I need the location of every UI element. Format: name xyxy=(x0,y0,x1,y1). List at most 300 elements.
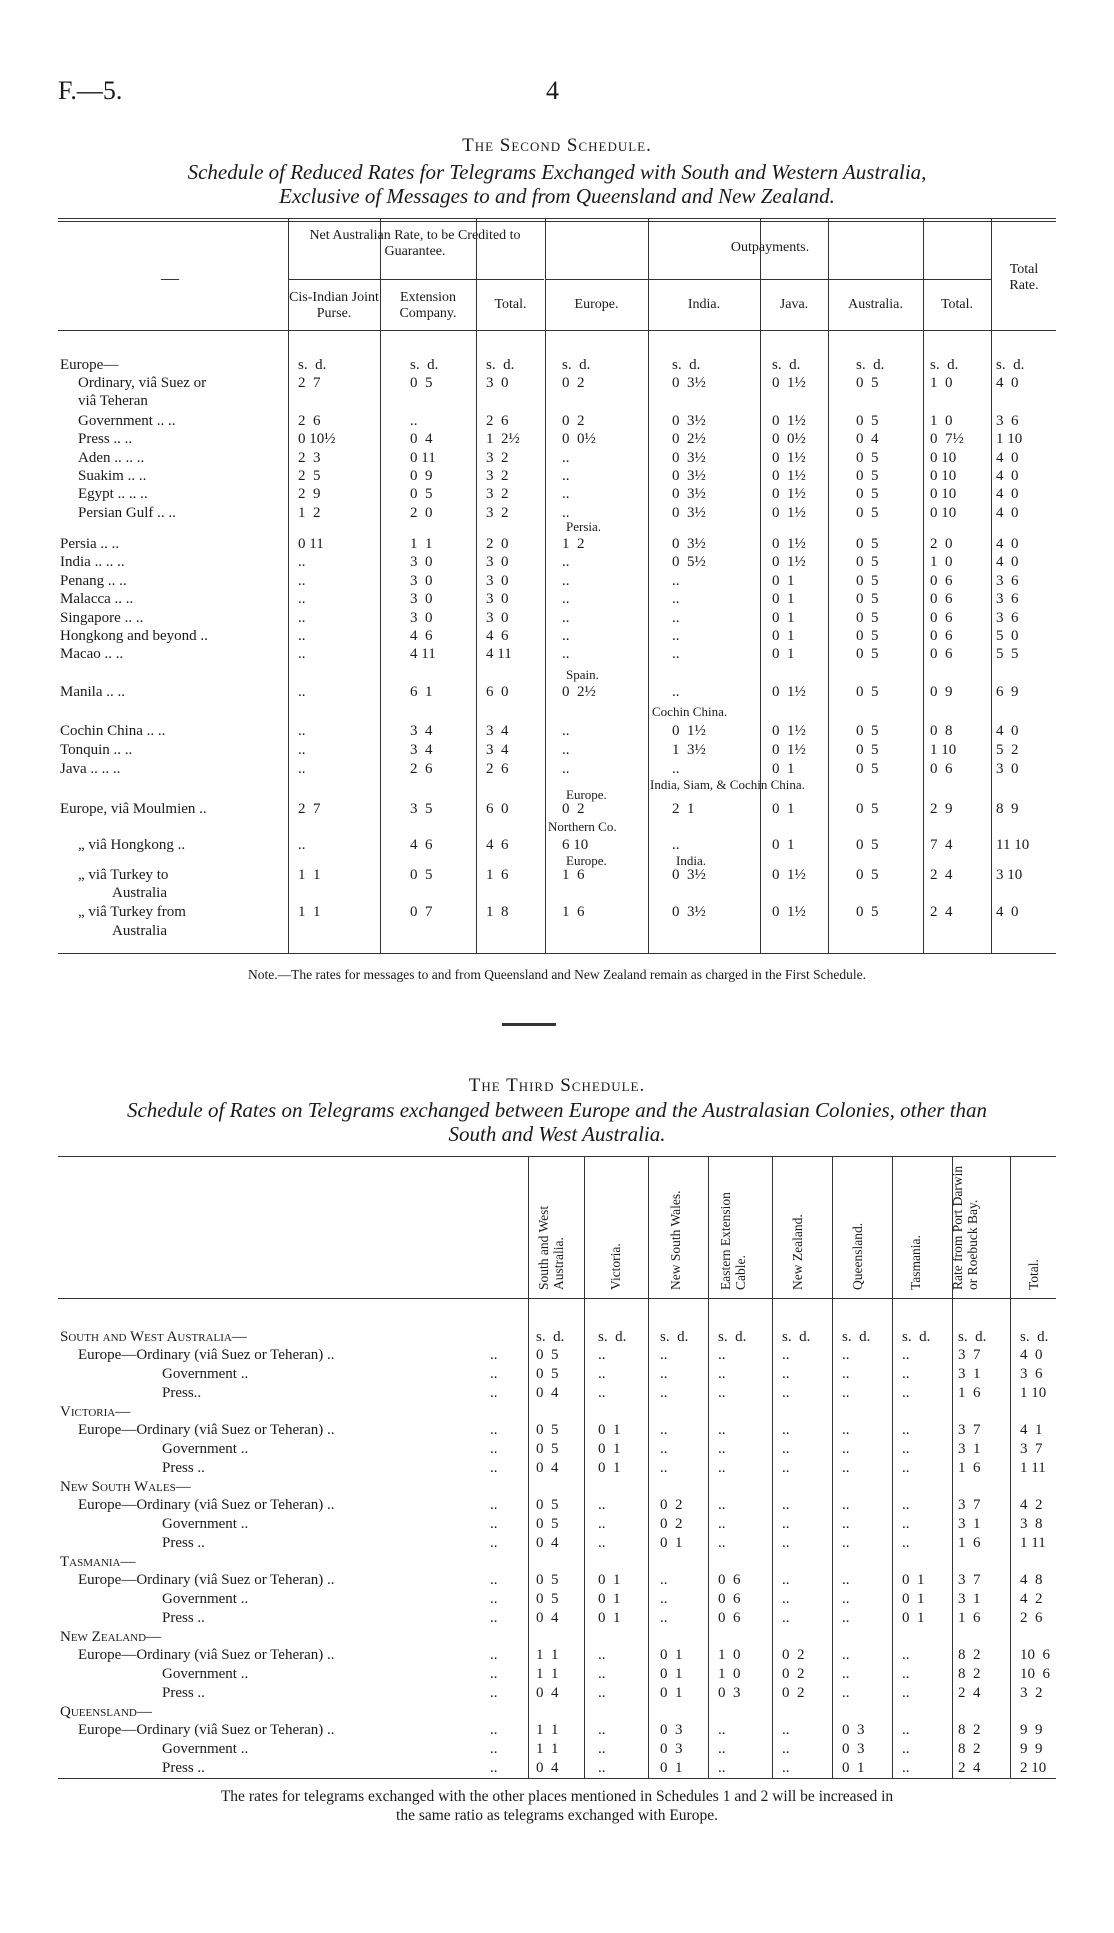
table-top-rule xyxy=(58,218,1056,219)
table-cell: s. d. xyxy=(486,357,515,373)
table-cell: .. xyxy=(298,646,306,662)
table-cell: 0 2 xyxy=(562,375,585,391)
header-bottom-rule xyxy=(58,1298,1056,1299)
table-cell: 1 11 xyxy=(1020,1535,1046,1551)
row-label: Press .. xyxy=(162,1685,205,1701)
table-cell: 2 6 xyxy=(410,761,433,777)
table-cell: 3 6 xyxy=(996,591,1019,607)
table-cell: 0 2 xyxy=(782,1666,805,1682)
table-cell: 0 1½ xyxy=(772,468,806,484)
row-label: Macao .. .. xyxy=(60,646,124,662)
table-cell: 0 3½ xyxy=(672,413,706,429)
table-cell: 3 2 xyxy=(486,450,509,466)
table-cell: 6 1 xyxy=(410,684,433,700)
table-cell: 1 6 xyxy=(958,1385,981,1401)
table-cell: 0 5 xyxy=(410,486,433,502)
table-cell: 4 0 xyxy=(996,904,1019,920)
table-cell: 0 6 xyxy=(718,1610,741,1626)
table-cell: 4 6 xyxy=(410,837,433,853)
table-cell: .. xyxy=(718,1422,726,1438)
table-cell: .. xyxy=(902,1741,910,1757)
table-cell: 0 1 xyxy=(772,628,795,644)
table-cell: 3 7 xyxy=(958,1347,981,1363)
table-cell: .. xyxy=(842,1572,850,1588)
table-cell: 0 5 xyxy=(856,554,879,570)
table-cell: 5 0 xyxy=(996,628,1019,644)
table-cell: 0 5 xyxy=(856,628,879,644)
table-cell: .. xyxy=(562,468,570,484)
table-cell: .. xyxy=(598,1666,606,1682)
table-cell: 0 5 xyxy=(856,904,879,920)
table-cell: 1 6 xyxy=(562,867,585,883)
unit-label: s. d. xyxy=(842,1329,871,1345)
table-cell: 6 0 xyxy=(486,684,509,700)
row-label: Europe—Ordinary (viâ Suez or Teheran) .. xyxy=(78,1422,335,1438)
table-cell: .. xyxy=(562,761,570,777)
table-cell: 0 1 xyxy=(842,1760,865,1776)
table-cell: 2 0 xyxy=(930,536,953,552)
table-cell: 11 10 xyxy=(996,837,1030,853)
row-label: Europe— xyxy=(60,357,119,373)
row-label: Press .. xyxy=(162,1760,205,1776)
second-schedule-title: The Second Schedule. xyxy=(462,135,652,156)
table-cell: 2 6 xyxy=(1020,1610,1043,1626)
table-cell: 0 1½ xyxy=(672,723,706,739)
table-cell: 1 1 xyxy=(536,1741,559,1757)
table-cell: 0 3½ xyxy=(672,536,706,552)
table-cell: .. xyxy=(660,1460,668,1476)
table-cell: 0 1½ xyxy=(772,742,806,758)
table-cell: 3 7 xyxy=(958,1572,981,1588)
table-cell: 5 2 xyxy=(996,742,1019,758)
table-cell: .. xyxy=(902,1647,910,1663)
table-cell: .. xyxy=(298,610,306,626)
table-cell: 0 3 xyxy=(660,1722,683,1738)
row-label: Suakim .. .. xyxy=(78,468,147,484)
row-label: India .. .. .. xyxy=(60,554,125,570)
table-cell: 0 5 xyxy=(856,867,879,883)
col-extension: Extension Company. xyxy=(399,290,457,321)
table-cell: 1 6 xyxy=(958,1460,981,1476)
table-cell: 0 10½ xyxy=(298,431,336,447)
row-leader: .. xyxy=(490,1741,498,1757)
row-leader: .. xyxy=(490,1760,498,1776)
table-cell: .. xyxy=(782,1741,790,1757)
table-cell: 0 5½ xyxy=(672,554,706,570)
table-cell: 1 1 xyxy=(298,904,321,920)
table-cell: 0 1 xyxy=(660,1666,683,1682)
table-cell: .. xyxy=(718,1347,726,1363)
table-cell: 3 1 xyxy=(958,1591,981,1607)
table-cell: .. xyxy=(902,1366,910,1382)
table-cell: 0 5 xyxy=(856,505,879,521)
column-divider xyxy=(528,1156,529,1778)
table-cell: 0 5 xyxy=(536,1516,559,1532)
row-label: Australia xyxy=(112,885,167,901)
column-divider xyxy=(380,218,381,953)
table-cell: 3 1 xyxy=(958,1516,981,1532)
table-cell: .. xyxy=(562,646,570,662)
table-cell: .. xyxy=(718,1535,726,1551)
row-label: Government .. xyxy=(162,1666,249,1682)
table-cell: 3 6 xyxy=(996,610,1019,626)
table-cell: 0 3 xyxy=(660,1741,683,1757)
table-cell: 3 2 xyxy=(486,505,509,521)
table-cell: 2 6 xyxy=(486,413,509,429)
row-label: Tonquin .. .. xyxy=(60,742,133,758)
table-cell: 4 11 xyxy=(410,646,436,662)
third-schedule-subtitle-2: South and West Australia. xyxy=(448,1122,666,1146)
table-cell: .. xyxy=(660,1422,668,1438)
table-cell: 0 5 xyxy=(856,742,879,758)
table-cell: 0 3½ xyxy=(672,468,706,484)
column-divider xyxy=(708,1156,709,1778)
table-cell: .. xyxy=(902,1516,910,1532)
table-cell: 0 1 xyxy=(660,1760,683,1776)
table-cell: 0 1 xyxy=(598,1572,621,1588)
table-cell: .. xyxy=(842,1535,850,1551)
table-cell: .. xyxy=(842,1422,850,1438)
table-cell: 0 1½ xyxy=(772,413,806,429)
table-cell: .. xyxy=(782,1760,790,1776)
table-cell: 3 0 xyxy=(410,554,433,570)
section-heading: Victoria— xyxy=(60,1404,131,1420)
table-cell: 0 6 xyxy=(930,628,953,644)
table-cell: 2 4 xyxy=(930,904,953,920)
table-cell: 1 2½ xyxy=(486,431,520,447)
row-label: Europe, viâ Moulmien .. xyxy=(60,801,207,817)
table-cell: 0 2 xyxy=(660,1497,683,1513)
table-cell: 0 3½ xyxy=(672,375,706,391)
table-cell: 0 4 xyxy=(536,1535,559,1551)
table-cell: 0 5 xyxy=(856,573,879,589)
unit-label: s. d. xyxy=(598,1329,627,1345)
table-cell: 0 5 xyxy=(536,1591,559,1607)
table-cell: .. xyxy=(782,1347,790,1363)
table-cell: .. xyxy=(660,1385,668,1401)
table-cell: .. xyxy=(842,1441,850,1457)
table-cell: 3 4 xyxy=(410,723,433,739)
table-cell: 3 0 xyxy=(410,591,433,607)
row-label: „ viâ Turkey from xyxy=(78,904,186,920)
table-cell: 4 6 xyxy=(486,837,509,853)
section-heading: New Zealand— xyxy=(60,1629,162,1645)
row-leader: .. xyxy=(490,1535,498,1551)
table-cell: 0 1½ xyxy=(772,867,806,883)
inline-note-india-siam-1: India, Siam, & Cochin China. xyxy=(650,777,805,792)
row-leader: .. xyxy=(490,1516,498,1532)
table-cell: 9 9 xyxy=(1020,1722,1043,1738)
table-cell: 3 6 xyxy=(996,573,1019,589)
table-cell: .. xyxy=(782,1422,790,1438)
row-leader: .. xyxy=(490,1572,498,1588)
table-cell: 0 1 xyxy=(772,573,795,589)
column-divider xyxy=(828,218,829,953)
unit-label: s. d. xyxy=(958,1329,987,1345)
table-cell: 1 8 xyxy=(486,904,509,920)
table-cell: .. xyxy=(782,1460,790,1476)
table-cell: 0 6 xyxy=(718,1591,741,1607)
column-divider xyxy=(476,218,477,953)
row-label: Press .. .. xyxy=(78,431,133,447)
column-divider xyxy=(288,218,289,953)
table-cell: 1 0 xyxy=(930,413,953,429)
table-cell: .. xyxy=(598,1741,606,1757)
table-cell: 0 1 xyxy=(598,1460,621,1476)
table-cell: 3 1 xyxy=(958,1366,981,1382)
table-cell: 0 6 xyxy=(930,761,953,777)
table-cell: 0 5 xyxy=(536,1441,559,1457)
table-cell: .. xyxy=(842,1647,850,1663)
column-header: Eastern Extension Cable. xyxy=(718,1192,748,1290)
table-cell: .. xyxy=(718,1366,726,1382)
col-australia: Australia. xyxy=(848,297,903,312)
table-cell: .. xyxy=(902,1535,910,1551)
row-label: Europe—Ordinary (viâ Suez or Teheran) .. xyxy=(78,1572,335,1588)
table-cell: .. xyxy=(902,1497,910,1513)
table-bottom-rule xyxy=(58,953,1056,954)
table-cell: 0 3½ xyxy=(672,486,706,502)
table-cell: .. xyxy=(598,1760,606,1776)
table-cell: .. xyxy=(562,742,570,758)
table-cell: 0 3 xyxy=(842,1722,865,1738)
table-cell: 7 4 xyxy=(930,837,953,853)
table-cell: 3 2 xyxy=(486,486,509,502)
table-cell: 1 6 xyxy=(562,904,585,920)
table-cell: 0 4 xyxy=(536,1760,559,1776)
table-cell: 0 5 xyxy=(856,486,879,502)
table-cell: 0 0½ xyxy=(562,431,596,447)
table-cell: 3 0 xyxy=(486,554,509,570)
table-cell: 3 1 xyxy=(958,1441,981,1457)
row-label: Europe—Ordinary (viâ Suez or Teheran) .. xyxy=(78,1347,335,1363)
table-cell: 0 3½ xyxy=(672,904,706,920)
second-schedule-subtitle-1: Schedule of Reduced Rates for Telegrams Exchanged with South and Western Australia, xyxy=(187,160,927,184)
table-cell: 0 5 xyxy=(856,450,879,466)
table-cell: .. xyxy=(842,1460,850,1476)
table-cell: 3 0 xyxy=(410,573,433,589)
table-cell: .. xyxy=(672,837,680,853)
table-cell: s. d. xyxy=(772,357,801,373)
row-label: Government .. .. xyxy=(78,413,176,429)
column-header: South and West Australia. xyxy=(536,1205,566,1290)
table-cell: 0 5 xyxy=(536,1572,559,1588)
row-label: Australia xyxy=(112,923,167,939)
table-cell: 0 1½ xyxy=(772,723,806,739)
header-rule xyxy=(288,279,544,280)
table-cell: 10 6 xyxy=(1020,1647,1050,1663)
table-cell: .. xyxy=(298,628,306,644)
table-cell: 0 1 xyxy=(772,801,795,817)
row-leader: .. xyxy=(490,1722,498,1738)
row-label: Hongkong and beyond .. xyxy=(60,628,208,644)
table-cell: 3 4 xyxy=(486,742,509,758)
row-label: „ viâ Hongkong .. xyxy=(78,837,186,853)
col-total-net: Total. xyxy=(494,297,527,312)
table-cell: s. d. xyxy=(298,357,327,373)
table-cell: 0 3 xyxy=(718,1685,741,1701)
table-cell: .. xyxy=(782,1610,790,1626)
table-cell: 0 9 xyxy=(410,468,433,484)
table-cell: .. xyxy=(842,1366,850,1382)
table-cell: 3 4 xyxy=(486,723,509,739)
table-cell: 1 1 xyxy=(298,867,321,883)
row-leader: .. xyxy=(490,1422,498,1438)
table-cell: .. xyxy=(782,1722,790,1738)
column-divider xyxy=(648,1156,649,1778)
table-cell: 0 3 xyxy=(842,1741,865,1757)
table-cell: 4 6 xyxy=(486,628,509,644)
table-cell: 0 10 xyxy=(930,486,957,502)
section-heading: New South Wales— xyxy=(60,1479,191,1495)
table-cell: .. xyxy=(562,591,570,607)
table-cell: 0 7½ xyxy=(930,431,964,447)
table-cell: .. xyxy=(718,1441,726,1457)
table-cell: .. xyxy=(902,1760,910,1776)
table-cell: 0 7 xyxy=(410,904,433,920)
row-leader: .. xyxy=(490,1385,498,1401)
table-cell: 0 1 xyxy=(660,1535,683,1551)
table-cell: 2 6 xyxy=(298,413,321,429)
table-cell: .. xyxy=(598,1385,606,1401)
table-cell: 2 5 xyxy=(298,468,321,484)
third-schedule-footnote-1: The rates for telegrams exchanged with the other places mentioned in Schedules 1 and 2 will be increased in xyxy=(220,1788,894,1805)
table-cell: 8 2 xyxy=(958,1741,981,1757)
table-cell: 0 0½ xyxy=(772,431,806,447)
column-divider xyxy=(1010,1156,1011,1778)
table-cell: 1 1 xyxy=(410,536,433,552)
table-cell: .. xyxy=(672,628,680,644)
table-cell: .. xyxy=(842,1385,850,1401)
table-cell: 1 0 xyxy=(930,554,953,570)
table-cell: 4 8 xyxy=(1020,1572,1043,1588)
table-cell: 3 7 xyxy=(958,1497,981,1513)
table-cell: 0 5 xyxy=(410,867,433,883)
table-cell: .. xyxy=(562,505,570,521)
table-cell: 3 0 xyxy=(410,610,433,626)
row-label: Press.. xyxy=(162,1385,202,1401)
table-cell: 0 1½ xyxy=(772,450,806,466)
table-cell: 2 9 xyxy=(298,486,321,502)
table-cell: s. d. xyxy=(410,357,439,373)
row-leader: .. xyxy=(490,1497,498,1513)
table-top-rule xyxy=(58,1156,1056,1157)
second-schedule-note: Note.—The rates for messages to and from Queensland and New Zealand remain as charged in the First Schedule. xyxy=(248,967,866,982)
table-cell: 0 1 xyxy=(772,761,795,777)
row-label: Government .. xyxy=(162,1366,249,1382)
inline-note-europe-1: Europe. xyxy=(566,787,607,802)
table-cell: 4 0 xyxy=(996,505,1019,521)
table-cell: 0 5 xyxy=(856,591,879,607)
table-cell: .. xyxy=(782,1366,790,1382)
table-cell: 4 0 xyxy=(996,536,1019,552)
table-cell: 3 0 xyxy=(486,573,509,589)
table-cell: 9 9 xyxy=(1020,1741,1043,1757)
table-cell: .. xyxy=(782,1385,790,1401)
table-cell: .. xyxy=(902,1460,910,1476)
row-leader: .. xyxy=(490,1347,498,1363)
table-cell: 0 5 xyxy=(856,723,879,739)
table-cell: .. xyxy=(672,684,680,700)
row-label: Aden .. .. .. xyxy=(78,450,145,466)
table-cell: 10 6 xyxy=(1020,1666,1050,1682)
row-leader: .. xyxy=(490,1460,498,1476)
table-cell: 0 2 xyxy=(660,1516,683,1532)
table-cell: 3 6 xyxy=(1020,1366,1043,1382)
table-cell: 8 2 xyxy=(958,1666,981,1682)
table-cell: 3 2 xyxy=(486,468,509,484)
table-cell: .. xyxy=(782,1497,790,1513)
column-header: New South Wales. xyxy=(668,1190,683,1290)
table-cell: 1 1 xyxy=(536,1647,559,1663)
stub-header: — xyxy=(161,268,179,288)
table-cell: .. xyxy=(562,628,570,644)
table-cell: 0 6 xyxy=(930,646,953,662)
table-cell: 0 1 xyxy=(598,1422,621,1438)
column-divider xyxy=(991,218,992,953)
table-cell: 2 0 xyxy=(486,536,509,552)
row-label: Europe—Ordinary (viâ Suez or Teheran) .. xyxy=(78,1722,335,1738)
table-cell: 2 4 xyxy=(958,1685,981,1701)
table-cell: 5 5 xyxy=(996,646,1019,662)
row-label: Press .. xyxy=(162,1535,205,1551)
table-cell: .. xyxy=(562,450,570,466)
table-cell: 4 6 xyxy=(410,628,433,644)
table-cell: .. xyxy=(782,1535,790,1551)
table-cell: .. xyxy=(660,1366,668,1382)
table-cell: .. xyxy=(562,573,570,589)
table-cell: .. xyxy=(902,1441,910,1457)
table-cell: 0 1 xyxy=(772,646,795,662)
table-cell: 0 4 xyxy=(536,1385,559,1401)
table-cell: .. xyxy=(718,1460,726,1476)
table-cell: 0 1 xyxy=(598,1441,621,1457)
table-cell: 2 4 xyxy=(930,867,953,883)
table-cell: .. xyxy=(298,742,306,758)
table-cell: .. xyxy=(842,1666,850,1682)
table-cell: 2 4 xyxy=(958,1760,981,1776)
column-divider xyxy=(545,218,546,953)
table-cell: 0 1½ xyxy=(772,684,806,700)
table-cell: .. xyxy=(298,573,306,589)
table-cell: s. d. xyxy=(930,357,959,373)
table-cell: 0 1½ xyxy=(772,375,806,391)
table-cell: 0 5 xyxy=(536,1366,559,1382)
column-divider xyxy=(648,218,649,953)
table-cell: 3 0 xyxy=(486,591,509,607)
table-cell: .. xyxy=(660,1441,668,1457)
table-cell: 1 1 xyxy=(536,1722,559,1738)
table-cell: 0 1 xyxy=(598,1591,621,1607)
table-cell: .. xyxy=(660,1610,668,1626)
table-cell: 0 5 xyxy=(856,375,879,391)
row-label: Government .. xyxy=(162,1741,249,1757)
table-cell: 4 0 xyxy=(996,486,1019,502)
table-cell: .. xyxy=(660,1572,668,1588)
table-cell: .. xyxy=(562,486,570,502)
table-cell: .. xyxy=(598,1366,606,1382)
table-cell: 2 1 xyxy=(672,801,695,817)
table-cell: 2 9 xyxy=(930,801,953,817)
table-cell: .. xyxy=(598,1647,606,1663)
unit-label: s. d. xyxy=(718,1329,747,1345)
table-cell: 3 0 xyxy=(486,375,509,391)
table-cell: .. xyxy=(842,1497,850,1513)
column-header: Victoria. xyxy=(608,1243,623,1290)
table-cell: .. xyxy=(660,1347,668,1363)
table-cell: .. xyxy=(902,1685,910,1701)
table-cell: 2 6 xyxy=(486,761,509,777)
